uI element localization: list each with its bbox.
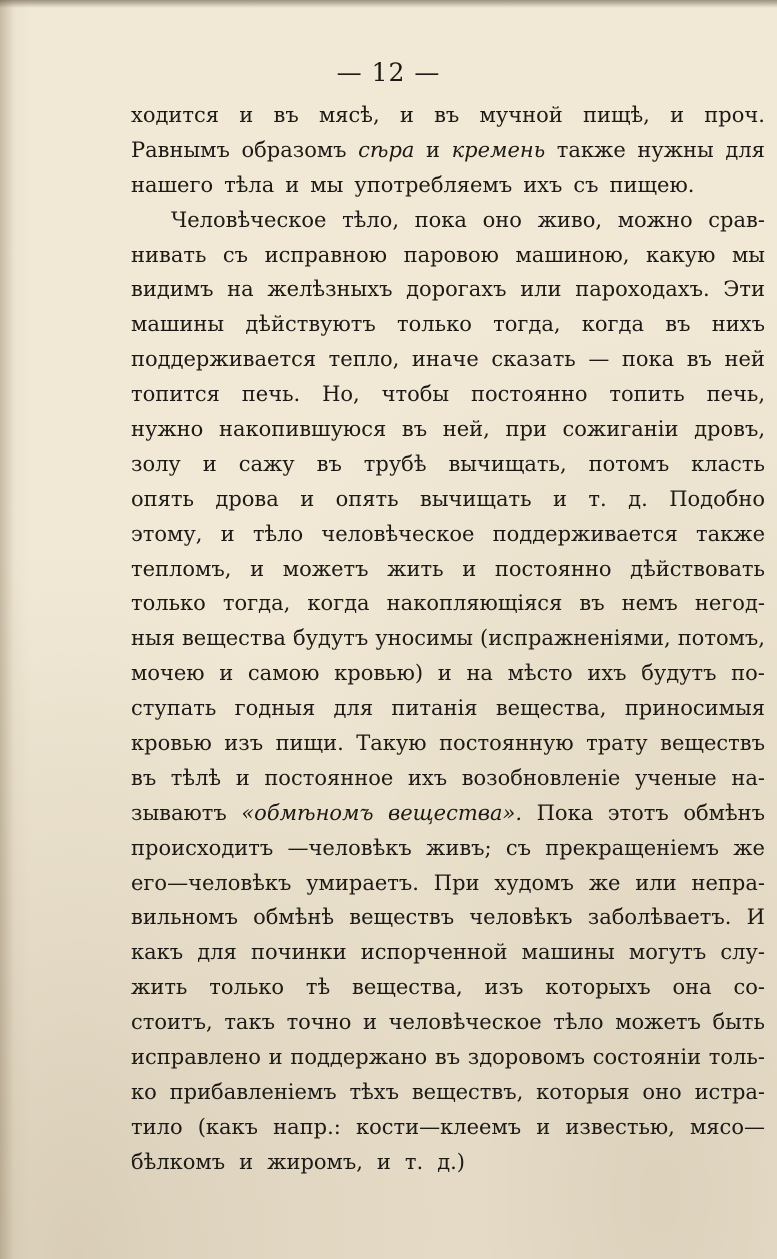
word: при (505, 417, 547, 442)
word: (испражненіями, (480, 626, 671, 651)
word: прибавленіемъ (169, 1079, 337, 1104)
word: тѣло (553, 1010, 604, 1035)
word: веществъ, (411, 1079, 524, 1104)
word: образомъ (241, 137, 347, 162)
text-line (131, 1110, 765, 1145)
word: и (552, 486, 567, 511)
word: пароходахъ. (575, 277, 710, 302)
word: т. (404, 1149, 424, 1174)
word: ко (131, 1079, 157, 1104)
word: обмѣнѣ (253, 905, 335, 930)
word: для (725, 137, 765, 162)
word: машины (131, 312, 225, 337)
text-line (131, 866, 765, 901)
word: человѣкъ (469, 905, 573, 930)
word: истра- (694, 1079, 765, 1104)
word: происходитъ (131, 835, 274, 860)
text-line (131, 761, 765, 796)
word: состояніи (592, 1045, 702, 1070)
word: самою (247, 661, 320, 686)
word: съ (505, 835, 531, 860)
text-line (131, 517, 765, 552)
text-line (131, 1075, 765, 1110)
word: сѣра (358, 137, 415, 162)
word: веществъ (349, 905, 455, 930)
word: для (197, 940, 237, 965)
text-line (131, 133, 765, 168)
word: и (437, 661, 452, 686)
word: въ (131, 765, 157, 790)
word: также (556, 137, 626, 162)
text-line (131, 586, 765, 621)
word: жить (387, 556, 444, 581)
word: и (362, 1010, 377, 1035)
word: ихъ (587, 661, 627, 686)
word: — (588, 347, 610, 372)
word: паровою (403, 242, 499, 267)
word: топится (131, 382, 220, 407)
word: пока (414, 207, 467, 232)
word: какую (645, 242, 716, 267)
word: Человѣческое (171, 207, 327, 232)
word: въ (665, 312, 691, 337)
text-line (131, 447, 765, 482)
word: изъ (224, 731, 264, 756)
word: кровью (131, 731, 212, 756)
word: вычищать (420, 486, 532, 511)
word: поддержано (290, 1045, 428, 1070)
text-line (131, 1040, 765, 1075)
word: уносимы (375, 626, 474, 651)
word: оно (642, 1079, 682, 1104)
word: т. (588, 486, 607, 511)
word: зываютъ (131, 800, 227, 825)
word: веществъ (660, 731, 765, 756)
word: употребляемъ (354, 172, 513, 197)
word: можно (617, 207, 693, 232)
word: быть (712, 1010, 765, 1035)
word: и (219, 661, 234, 686)
word: печь. (241, 382, 301, 407)
word: тогда, (222, 591, 291, 616)
word: трубѣ (363, 451, 427, 476)
word: также (695, 521, 765, 546)
word: проч. (704, 103, 765, 127)
word: по- (731, 661, 765, 686)
word: сажу (238, 451, 295, 476)
word: такъ (224, 1010, 275, 1035)
word: дорогахъ (406, 277, 507, 302)
word: срав- (708, 207, 765, 232)
word: и (202, 451, 217, 476)
text-line (131, 935, 765, 970)
word: иначе (411, 347, 479, 372)
word: въ (316, 451, 342, 476)
word: въ (401, 417, 428, 442)
word: тѣло, (342, 207, 400, 232)
text-line (131, 307, 765, 342)
word: поддерживается (492, 521, 678, 546)
word: класть (691, 451, 765, 476)
word: будутъ (292, 626, 369, 651)
word: пищею. (609, 172, 695, 197)
word: и (250, 556, 265, 581)
word: на (466, 661, 493, 686)
word: жиромъ, (267, 1149, 363, 1174)
word: когда (581, 312, 645, 337)
word: ней, (442, 417, 490, 442)
word: съ (222, 242, 249, 267)
word: она (672, 975, 712, 1000)
word: вещества, (352, 975, 463, 1000)
word: тѣхъ (349, 1079, 399, 1104)
text-line (131, 238, 765, 273)
word: какъ (131, 940, 184, 965)
word: постоянную (439, 731, 574, 756)
word: только (131, 591, 206, 616)
text-line (131, 412, 765, 447)
word: мучной (479, 103, 563, 127)
word: нихъ (711, 312, 765, 337)
word: накопляющіяся (386, 591, 563, 616)
word: можетъ (615, 1010, 701, 1035)
text-line (131, 552, 765, 587)
word: нужны (637, 137, 714, 162)
word: мѣсто (507, 661, 573, 686)
word: непра- (691, 870, 765, 895)
word: немъ (621, 591, 678, 616)
word: изъ (484, 975, 524, 1000)
word: д.) (437, 1149, 466, 1174)
word: толь- (708, 1045, 765, 1070)
word: приносимыя (624, 696, 765, 721)
word: точно (286, 1010, 352, 1035)
word: постоянное (264, 765, 394, 790)
word: стоитъ, (131, 1010, 213, 1035)
word: его—человѣкъ (131, 870, 292, 895)
word: сказать (491, 347, 576, 372)
word: тило (131, 1114, 183, 1139)
word: ихъ (523, 172, 563, 197)
word: и (376, 1149, 391, 1174)
word: постоянно (494, 556, 612, 581)
text-line (131, 970, 765, 1005)
word: И (746, 905, 765, 930)
word: испорченной (360, 940, 508, 965)
word: золу (131, 451, 181, 476)
word: кости—клеемъ (355, 1114, 522, 1139)
word: на- (731, 765, 765, 790)
word: и (285, 172, 300, 197)
word: возобновленіе (461, 765, 621, 790)
word: видимъ (131, 277, 214, 302)
word: накопившуюся (218, 417, 387, 442)
word: этому, (131, 521, 203, 546)
word: мясо— (689, 1114, 765, 1139)
word: годныя (234, 696, 316, 721)
word: живъ; (426, 835, 492, 860)
word: Равнымъ (131, 137, 230, 162)
word: тѣло (252, 521, 304, 546)
word: мы (731, 242, 765, 267)
text-line (131, 482, 765, 517)
word: жить (131, 975, 188, 1000)
word: только (209, 975, 285, 1000)
word: можетъ (282, 556, 369, 581)
text-line (131, 168, 765, 203)
word: ныя (131, 626, 175, 651)
word: вещества (181, 626, 286, 651)
word: пищѣ, (582, 103, 650, 127)
word: питанія (391, 696, 478, 721)
text-line (131, 203, 765, 238)
word: въ (434, 1045, 461, 1070)
word: При (433, 870, 480, 895)
word: машиною, (515, 242, 630, 267)
word: умираетъ. (306, 870, 419, 895)
word: въ (273, 103, 299, 127)
word: постоянно (470, 382, 588, 407)
word: живо, (537, 207, 603, 232)
word: дрова (215, 486, 279, 511)
word: нашего (131, 172, 214, 197)
word: и (239, 103, 254, 127)
text-line (131, 621, 765, 656)
word: здоровомъ (467, 1045, 586, 1070)
word: для (333, 696, 374, 721)
word: худомъ (494, 870, 574, 895)
word: пищи. (275, 731, 344, 756)
word: тѣла (224, 172, 275, 197)
word: известью, (565, 1114, 675, 1139)
word: напр.: (273, 1114, 341, 1139)
word: поддерживается (131, 347, 317, 372)
word: ученые (634, 765, 717, 790)
word: (какъ (197, 1114, 259, 1139)
word: вещества, (495, 696, 607, 721)
word: починки (250, 940, 347, 965)
word: и (399, 103, 414, 127)
word: опять (335, 486, 399, 511)
word: и (536, 1114, 551, 1139)
word: заболѣваетъ. (587, 905, 732, 930)
text-line (131, 900, 765, 935)
word: тѣ (305, 975, 331, 1000)
word: ихъ (407, 765, 448, 790)
word: и (235, 765, 250, 790)
word: «обмѣномъ (241, 800, 374, 825)
word: потомъ, (677, 626, 765, 651)
word: и (268, 1045, 283, 1070)
text-line (131, 272, 765, 307)
word: вычищать, (448, 451, 567, 476)
word: въ (434, 103, 460, 127)
word: на (227, 277, 254, 302)
word: человѣческое (321, 521, 475, 546)
text-line (131, 342, 765, 377)
word: съ (573, 172, 599, 197)
word: потомъ (588, 451, 670, 476)
word: Эти (723, 277, 765, 302)
word: Подобно (669, 486, 765, 511)
word: дровъ, (694, 417, 765, 442)
word: вещества». (388, 800, 523, 825)
text-line (131, 98, 765, 133)
word: исправною (264, 242, 388, 267)
word: мы (310, 172, 344, 197)
word: бѣлкомъ (131, 1149, 226, 1174)
text-line (131, 377, 765, 412)
word: обмѣнъ (683, 800, 765, 825)
word: человѣческое (388, 1010, 542, 1035)
word: только (397, 312, 472, 337)
page-body-text (131, 98, 765, 1180)
word: сожиганіи (562, 417, 679, 442)
text-line (131, 796, 765, 831)
word: —человѣкъ (287, 835, 412, 860)
word: печь, (706, 382, 765, 407)
word: въ (579, 591, 605, 616)
word: пока (621, 347, 675, 372)
word: которыя (536, 1079, 630, 1104)
word: желѣзныхъ (267, 277, 393, 302)
word: или (520, 277, 562, 302)
word: и (220, 521, 235, 546)
word: же (733, 835, 765, 860)
word: д. (628, 486, 648, 511)
text-line (131, 1145, 765, 1180)
word: вильномъ (131, 905, 238, 930)
word: машины (521, 940, 615, 965)
word: Пока (536, 800, 594, 825)
text-line (131, 691, 765, 726)
word: и (426, 137, 441, 162)
word: мочею (131, 661, 205, 686)
word: и (462, 556, 477, 581)
word: будутъ (641, 661, 717, 686)
word: тѣлѣ (170, 765, 222, 790)
word: негод- (694, 591, 765, 616)
word: въ (686, 347, 712, 372)
word: которыхъ (545, 975, 651, 1000)
word: тогда, (493, 312, 561, 337)
word: кровью) (334, 661, 424, 686)
word: ходится (131, 103, 220, 127)
text-line (131, 1005, 765, 1040)
word: этотъ (607, 800, 669, 825)
word: ней (724, 347, 765, 372)
word: же (588, 870, 621, 895)
text-line (131, 726, 765, 761)
word: Такую (356, 731, 427, 756)
word: топить (609, 382, 685, 407)
word: когда (307, 591, 370, 616)
word: исправлено (131, 1045, 261, 1070)
word: могутъ (628, 940, 707, 965)
word: со- (733, 975, 765, 1000)
word: трату (586, 731, 648, 756)
word: чтобы (381, 382, 450, 407)
word: и (300, 486, 315, 511)
word: Но, (322, 382, 360, 407)
word: тепломъ, (131, 556, 232, 581)
word: тепло, (328, 347, 400, 372)
word: нивать (131, 242, 207, 267)
word: дѣйствуютъ (245, 312, 376, 337)
word: и (670, 103, 685, 127)
word: или (635, 870, 677, 895)
text-line (131, 831, 765, 866)
page-number: — 12 — (336, 58, 441, 87)
word: нужно (131, 417, 204, 442)
word: опять (131, 486, 194, 511)
word: кремень (451, 137, 546, 162)
word: дѣйствовать (630, 556, 765, 581)
word: прекращеніемъ (545, 835, 719, 860)
word: оно (482, 207, 522, 232)
word: мясѣ, (318, 103, 380, 127)
word: слу- (720, 940, 765, 965)
page-top-edge (0, 0, 777, 8)
word: ступать (131, 696, 217, 721)
text-line (131, 656, 765, 691)
word: и (239, 1149, 254, 1174)
